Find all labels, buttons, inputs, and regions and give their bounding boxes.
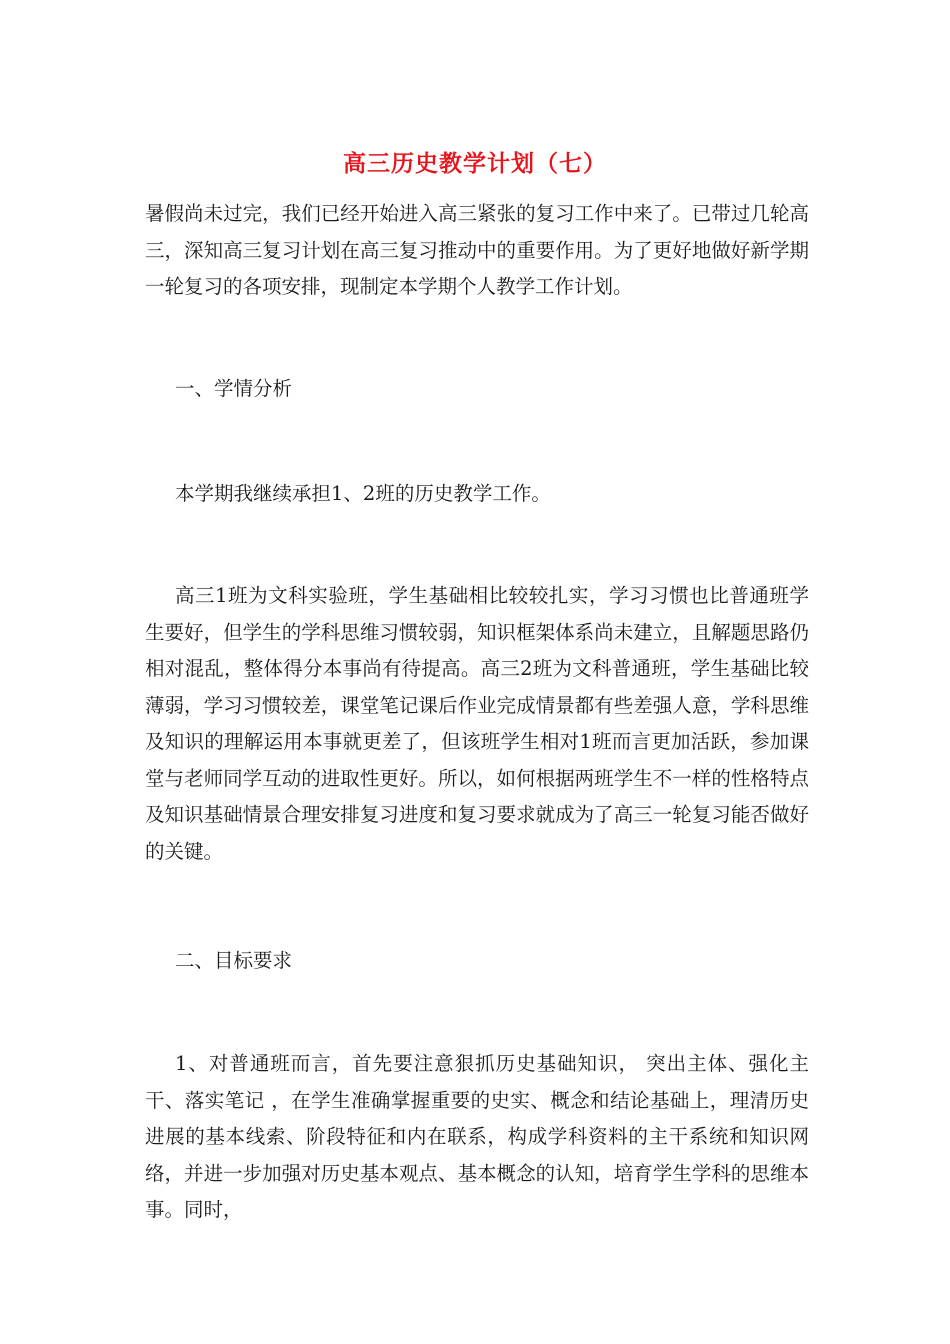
section2-paragraph-1: 1、对普通班而言，首先要注意狠抓历史基础知识， 突出主体、强化主干、落实笔记 ，在学生准确掌握重要的史实、概念和结论基础上，理清历史进展的基本线索、阶段特征和内在联系，构成学科资料的主干系统和知识网络，并进一步加强对历史基本观点、基本概念的认知，培育学生学科的思维本事。同时，: [145, 1052, 809, 1221]
section-heading-1: 一、学情分析: [175, 377, 293, 400]
document-title: 高三历史教学计划（七）: [343, 150, 607, 177]
section1-paragraph-2: 高三1班为文科实验班，学生基础相比较较扎实，学习习惯也比普通班学生要好，但学生的学科思维习惯较弱，知识框架体系尚未建立，且解题思路仍相对混乱，整体得分本事尚有待提高。高三2班为文科普通班，学生基础比较薄弱，学习习惯较差，课堂笔记课后作业完成情景都有些差强人意，学科思维及知识的理解运用本事就更差了，但该班学生相对1班而言更加活跃，参加课堂与老师同学互动的进取性更好。所以，如何根据两班学生不一样的性格特点及知识基础情景合理安排复习进度和复习要求就成为了高三一轮复习能否做好的关键。: [145, 584, 809, 863]
intro-paragraph: 暑假尚未过完，我们已经开始进入高三紧张的复习工作中来了。已带过几轮高三，深知高三复习计划在高三复习推动中的重要作用。为了更好地做好新学期一轮复习的各项安排，现制定本学期个人教学工作计划。: [145, 202, 809, 298]
section1-paragraph-1: 本学期我继续承担1、2班的历史教学工作。: [175, 482, 551, 505]
section-heading-2: 二、目标要求: [175, 949, 293, 972]
